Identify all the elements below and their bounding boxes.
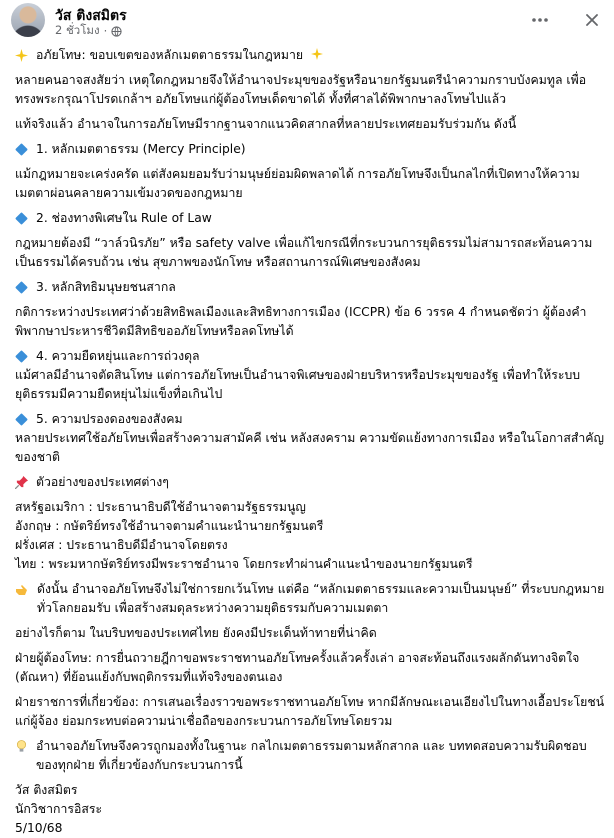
section-heading: 5. ความปรองดองของสังคม xyxy=(15,410,605,429)
post-time[interactable]: 2 ชั่วโมง xyxy=(55,23,100,37)
pointing-hand-icon xyxy=(15,583,29,597)
more-options-button[interactable] xyxy=(526,6,554,34)
section-heading: 3. หลักสิทธิมนุษยชนสากล xyxy=(15,278,605,297)
blue-diamond-icon xyxy=(15,350,28,363)
section-2 xyxy=(15,209,605,272)
close-icon xyxy=(586,14,598,26)
list-item: ไทย : พระมหากษัตริย์ทรงมีพระราชอำนาจ โดยกระทำผ่านคำแนะนำของนายกรัฐมนตรี xyxy=(15,557,473,571)
blue-diamond-icon xyxy=(15,281,28,294)
light-bulb-icon xyxy=(15,740,28,753)
blue-diamond-icon xyxy=(15,212,28,225)
list-item: ฝรั่งเศส : ประธานาธิบดีมีอำนาจโดยตรง xyxy=(15,538,228,552)
intro-paragraph: หลายคนอาจสงสัยว่า เหตุใดกฎหมายจึงให้อำนาจประมุขของรัฐหรือนายกรัฐมนตรีนำความกราบบังคมทูล เพื่อทรงพระกรุณาโปรดเกล้าฯ อภัยโทษแก่ผู้ต้องโทษเด็ดขาดได้ ทั้งที่ศาลได้พิพากษาลงโทษไปแล้ว xyxy=(15,73,587,106)
dot-separator: · xyxy=(103,24,108,38)
section-3 xyxy=(15,278,605,341)
intro-paragraph-2: แท้จริงแล้ว อำนาจในการอภัยโทษมีรากฐานจากแนวคิดสากลที่หลายประเทศยอมรับร่วมกัน ดังนี้ xyxy=(15,117,517,131)
post-title xyxy=(15,46,605,65)
paragraph: ฝ่ายราชการที่เกี่ยวข้อง: การเสนอเรื่องราวขอพระราชทานอภัยโทษ หากมีลักษณะเอนเอียงไปในทางเอื้อประโยชน์แก่ผู้จ้อง ย่อมกระทบต่อความน่าเชื่อถือของกระบวนการอภัยโทษโดยรวม xyxy=(15,695,605,728)
conclusion-paragraph: ดังนั้น อำนาจอภัยโทษจึงไม่ใช่การยกเว้นโทษ แต่คือ “หลักเมตตาธรรมและความเป็นมนุษย์” ที่ระบบกฎหมายทั่วโลกยอมรับ เพื่อสร้างสมดุลระหว่างความยุติธรรมกับความเมตตา xyxy=(15,580,605,618)
post-body xyxy=(15,46,605,838)
ellipsis-icon xyxy=(531,17,549,23)
examples-list xyxy=(15,498,605,574)
section-body: แม้กฎหมายจะเคร่งครัด แต่สังคมยอมรับว่ามนุษย์ย่อมผิดพลาดได้ การอภัยโทษจึงเป็นกลไกที่เปิดทางให้ความเมตตาผ่อนคลายความเข้มงวดของกฎหมาย xyxy=(15,167,580,200)
blue-diamond-icon xyxy=(15,143,28,156)
section-5 xyxy=(15,410,605,467)
section-body: แม้ศาลมีอำนาจตัดสินโทษ แต่การอภัยโทษเป็นอำนาจพิเศษของฝ่ายบริหารหรือประมุขของรัฐ เพื่อทำให้ระบบยุติธรรมมีความยืดหยุ่นไม่แข็งทื่อเกินไป xyxy=(15,368,581,401)
sparkles-icon xyxy=(311,48,323,60)
examples-heading: ตัวอย่างของประเทศต่างๆ xyxy=(15,473,605,492)
close-button[interactable] xyxy=(578,6,606,34)
sparkles-icon xyxy=(15,49,28,62)
avatar[interactable] xyxy=(11,3,45,37)
section-body: กติการะหว่างประเทศว่าด้วยสิทธิพลเมืองและสิทธิทางการเมือง (ICCPR) ข้อ 6 วรรค 4 กำหนดชัดว่า ผู้ต้องคำพิพากษาประหารชีวิตมีสิทธิขออภัยโทษหรือลดโทษได้ xyxy=(15,305,587,338)
section-1 xyxy=(15,140,605,203)
section-heading: 4. ความยืดหยุ่นและการถ่วงดุล xyxy=(15,347,605,366)
list-item: อังกฤษ : กษัตริย์ทรงใช้อำนาจตามคำแนะนำนายกรัฐมนตรี xyxy=(15,519,324,533)
signature-date: 5/10/68 xyxy=(15,821,63,835)
signature-title: นักวิชาการอิสระ xyxy=(15,802,103,816)
paragraph: อย่างไรก็ตาม ในบริบทของประเทศไทย ยังคงมีประเด็นท้าทายที่น่าคิด xyxy=(15,626,377,640)
globe-icon xyxy=(111,26,122,37)
author-name[interactable]: วัส ติงสมิตร xyxy=(55,8,127,24)
post-title-text: อภัยโทษ: ขอบเขตของหลักเมตตาธรรมในกฎหมาย xyxy=(36,46,323,65)
paragraph: ฝ่ายผู้ต้องโทษ: การยื่นถวายฎีกาขอพระราชทานอภัยโทษครั้งแล้วครั้งเล่า อาจสะท้อนถึงแรงผลักดันทางจิตใจ (ตัณหา) ที่ย้อนแย้งกับพฤติกรรมที่แท้จริงของตนเอง xyxy=(15,651,580,684)
section-body: หลายประเทศใช้อภัยโทษเพื่อสร้างความสามัคคี เช่น หลังสงคราม ความขัดแย้งทางการเมือง หรือในโอกาสสำคัญของชาติ xyxy=(15,431,604,464)
pushpin-icon xyxy=(15,476,28,489)
signature xyxy=(15,781,605,838)
section-body: กฎหมายต้องมี “วาล์วนิรภัย” หรือ safety valve เพื่อแก้ไขกรณีที่กระบวนการยุติธรรมไม่สามารถสะท้อนความเป็นธรรมได้ครบถ้วน เช่น สุขภาพของนักโทษ หรือสถานการณ์พิเศษของสังคม xyxy=(15,236,593,269)
section-heading: 2. ช่องทางพิเศษใน Rule of Law xyxy=(15,209,605,228)
section-heading: 1. หลักเมตตาธรรม (Mercy Principle) xyxy=(15,140,605,159)
post-meta xyxy=(55,22,122,40)
signature-name: วัส ติงสมิตร xyxy=(15,783,78,797)
section-4 xyxy=(15,347,605,404)
blue-diamond-icon xyxy=(15,413,28,426)
final-paragraph: อำนาจอภัยโทษจึงควรถูกมองทั้งในฐานะ กลไกเมตตาธรรมตามหลักสากล และ บททดสอบความรับผิดชอบของทุกฝ่าย ที่เกี่ยวข้องกับกระบวนการนี้ xyxy=(15,737,605,775)
list-item: สหรัฐอเมริกา : ประธานาธิบดีใช้อำนาจตามรัฐธรรมนูญ xyxy=(15,500,306,514)
post-header xyxy=(0,0,614,42)
